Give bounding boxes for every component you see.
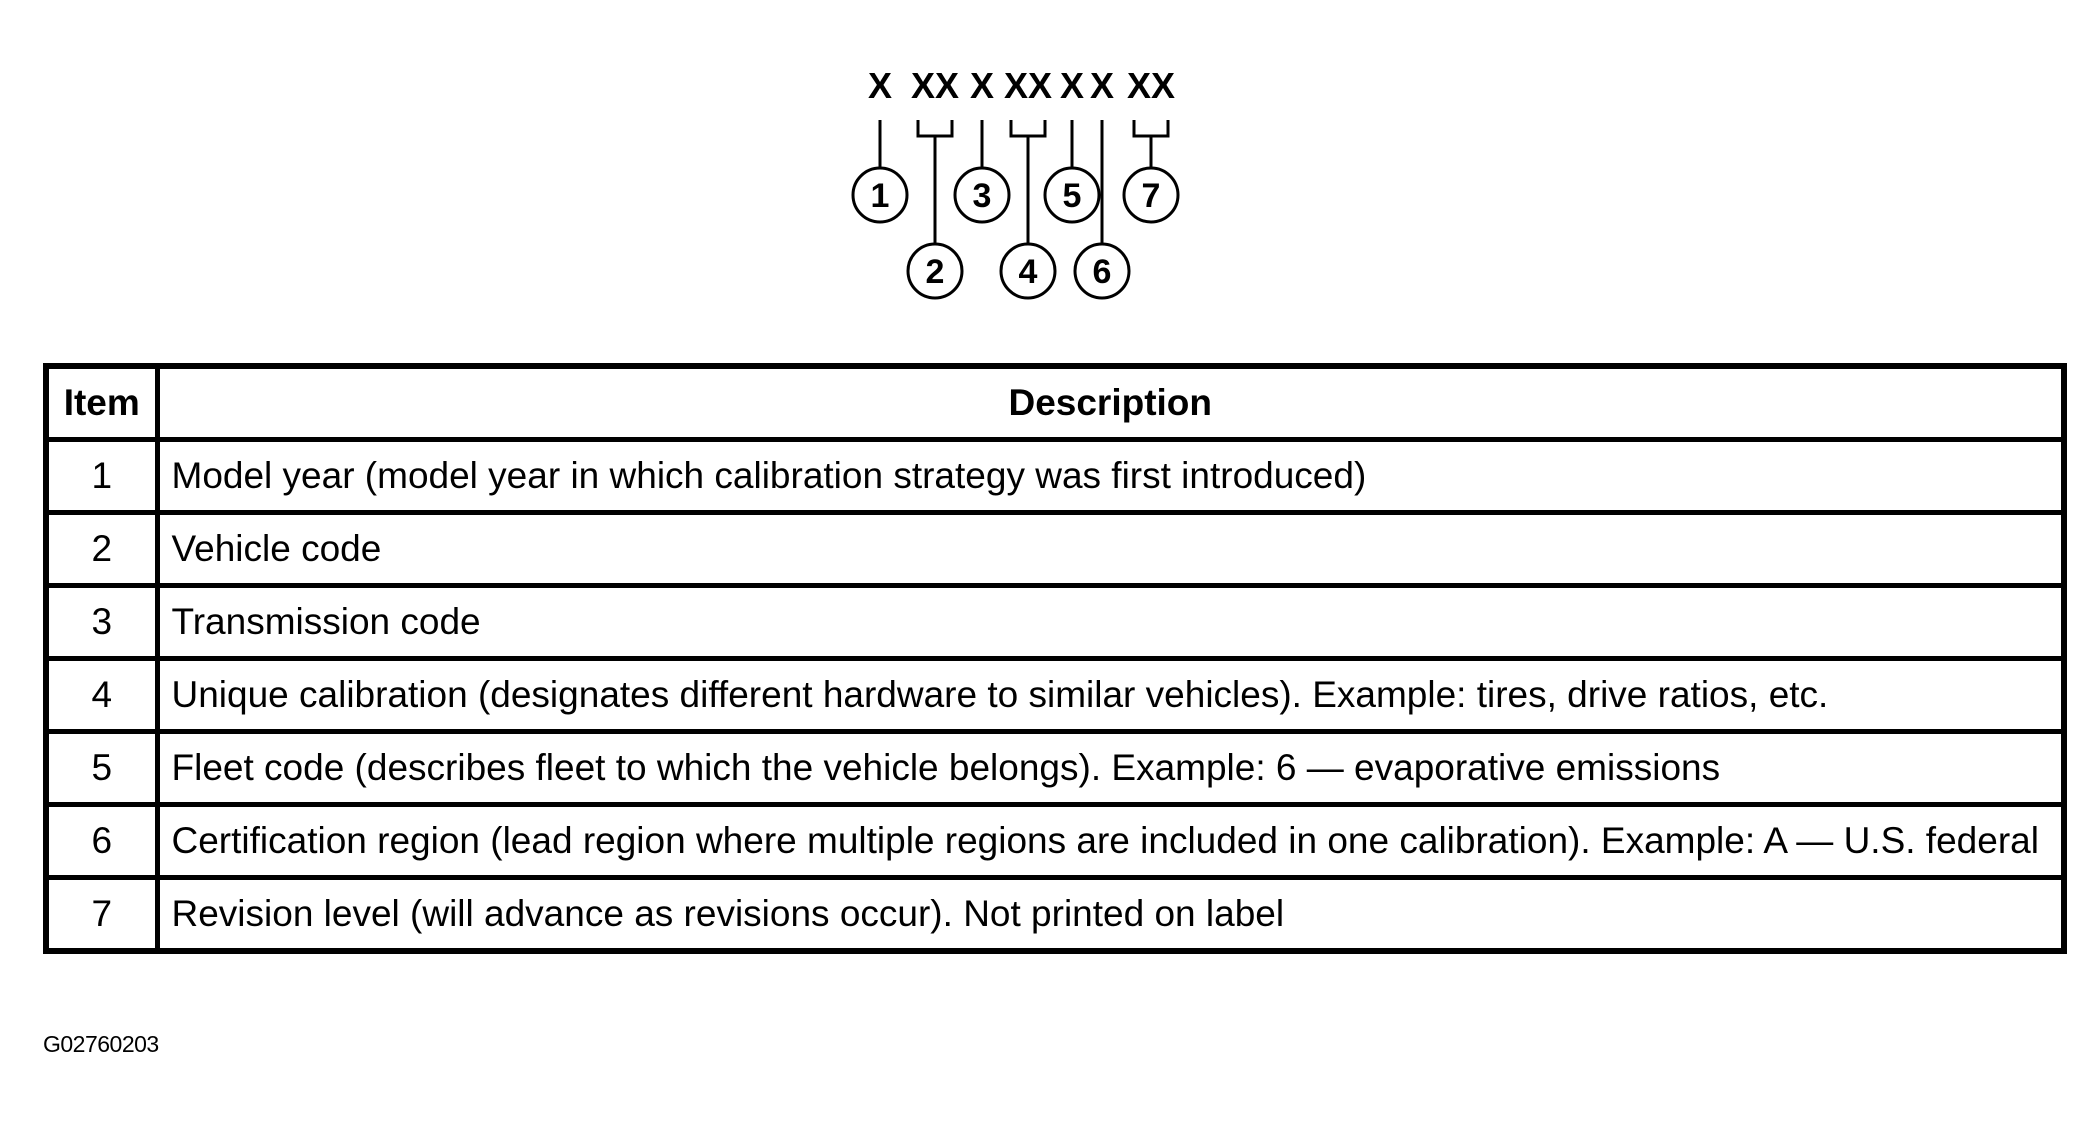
figure-id-label: G02760203 [43,1031,159,1057]
legend-table [43,363,2067,954]
item-description: Certification region (lead region where multiple regions are included in one calibration). Example: A — U.S. federal [157,805,2064,878]
item-number: 2 [46,513,157,586]
item-description: Vehicle code [157,513,2064,586]
table-row [46,659,2064,732]
item-description: Transmission code [157,586,2064,659]
item-number: 4 [46,659,157,732]
callout-number-4: 4 [1018,253,1038,291]
table-row [46,440,2064,513]
item-description: Revision level (will advance as revisions occur). Not printed on label [157,878,2064,952]
leader-lines [880,120,1168,244]
table-header-row [46,366,2064,440]
calibration-code-diagram [845,60,1205,320]
callout-number-2: 2 [925,253,945,291]
code-char-4: XX [1003,65,1053,106]
code-char-3: X [969,65,995,106]
callout-number-1: 1 [870,177,890,215]
item-description: Model year (model year in which calibration strategy was first introduced) [157,440,2064,513]
callout-number-7: 7 [1141,177,1161,215]
item-description: Fleet code (describes fleet to which the vehicle belongs). Example: 6 — evaporative emissions [157,732,2064,805]
callout-number-6: 6 [1092,253,1112,291]
code-char-2: XX [910,65,960,106]
item-number: 6 [46,805,157,878]
item-number: 5 [46,732,157,805]
callout-number-3: 3 [972,177,992,215]
table-row [46,805,2064,878]
header-item: Item [46,366,157,440]
header-description: Description [157,366,2064,440]
code-char-6: X [1089,65,1115,106]
table-row [46,732,2064,805]
table-row [46,586,2064,659]
code-char-1: X [867,65,893,106]
code-char-5: X [1059,65,1085,106]
table-row [46,878,2064,952]
table-row [46,513,2064,586]
item-number: 1 [46,440,157,513]
item-description: Unique calibration (designates different hardware to similar vehicles). Example: tires, drive ratios, etc. [157,659,2064,732]
callout-number-5: 5 [1062,177,1082,215]
item-number: 7 [46,878,157,952]
item-number: 3 [46,586,157,659]
code-char-7: XX [1126,65,1176,106]
